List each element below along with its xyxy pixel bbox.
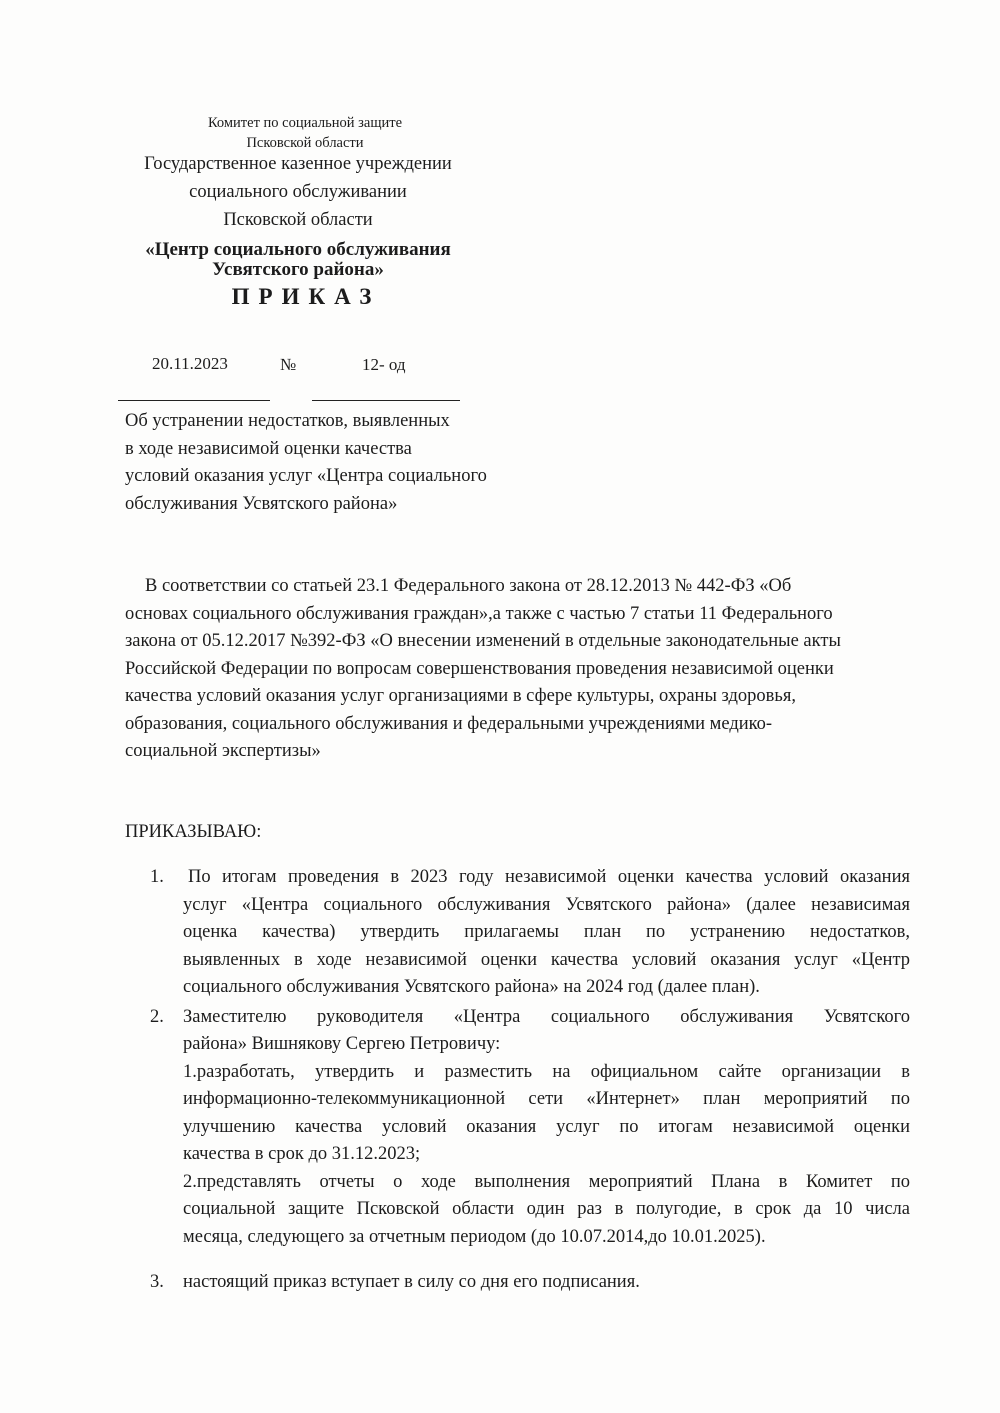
- preamble-line-2: основах социального обслуживания граждан»,а также с частью 7 статьи 11 Федерального: [125, 603, 833, 624]
- item-line: месяца, следующего за отчетным периодом (до 10.07.2014,до 10.01.2025).: [183, 1226, 766, 1247]
- preamble-line-3: закона от 05.12.2017 №392-ФЗ «О внесении изменений в отдельные законодательные акты: [125, 631, 841, 651]
- order-date: 20.11.2023: [152, 354, 228, 373]
- item-number: 3.: [150, 1272, 164, 1292]
- item-line: качества в срок до 31.12.2023;: [183, 1144, 421, 1164]
- order-item-1: [150, 864, 910, 1002]
- subject-line-3: условий оказания услуг «Центра социального: [125, 466, 487, 486]
- order-items: [150, 864, 910, 1297]
- preamble-line-1: В соответствии со статьей 23.1 Федерального закона от 28.12.2013 № 442-ФЗ «Об: [145, 576, 792, 596]
- preamble: [125, 573, 841, 766]
- order-number: 12- од: [362, 355, 406, 374]
- preamble-line-6: образования, социального обслуживания и федеральными учреждениями медико-: [125, 713, 773, 734]
- item-line: 2.представлять отчеты о ходе выполнения мероприятий Плана в Комитет по: [183, 1171, 910, 1192]
- item-line: информационно-телекоммуникационной сети «Интернет» план мероприятий по: [183, 1089, 910, 1109]
- item-line: социальной защите Псковской области один раз в полугодие, в срок да 10 числа: [183, 1199, 910, 1219]
- center-line-2: Усвятского района»: [212, 259, 384, 280]
- order-item-3: [150, 1269, 910, 1297]
- subject-line-4: обслуживания Усвятского района»: [125, 493, 398, 514]
- item-line: района» Вишнякову Сергею Петровичу:: [183, 1034, 501, 1054]
- committee-name: [155, 113, 455, 153]
- institution-line-2: социального обслуживании: [189, 182, 407, 202]
- item-number: 1.: [150, 867, 164, 887]
- item-line: услуг «Центра социального обслуживания Усвятского района» (далее независимая: [183, 894, 910, 915]
- institution-line-1: Государственное казенное учреждении: [144, 154, 452, 174]
- committee-line-2: Псковской области: [246, 135, 364, 151]
- institution-line-3: Псковской области: [223, 210, 373, 230]
- center-name: [110, 240, 486, 280]
- subject-line-1: Об устранении недостатков, выявленных: [125, 411, 450, 431]
- subject-line-2: в ходе независимой оценки качества: [125, 438, 412, 459]
- date-underline: [118, 400, 270, 401]
- document-title: ПРИКАЗ: [231, 284, 381, 309]
- order-number-sign: №: [280, 355, 297, 374]
- item-line: По итогам проведения в 2023 году независимой оценки качества условий оказания: [188, 867, 910, 887]
- preamble-line-4: Российской Федерации по вопросам совершенствования проведения независимой оценки: [125, 658, 834, 679]
- order-subject: [125, 408, 487, 518]
- center-line-1: «Центр социального обслуживания: [145, 239, 451, 260]
- item-line: настоящий приказ вступает в силу со дня его подписания.: [183, 1272, 640, 1292]
- institution-name: [120, 150, 476, 234]
- preamble-line-5: качества условий оказания услуг организациями в сфере культуры, охраны здоровья,: [125, 686, 796, 706]
- item-line: Заместителю руководителя «Центра социального обслуживания Усвятского: [183, 1006, 910, 1027]
- item-number: 2.: [150, 1006, 164, 1027]
- item-line: 1.разработать, утвердить и разместить на официальном сайте организации в: [183, 1061, 910, 1082]
- preamble-line-7: социальной экспертизы»: [125, 741, 321, 761]
- item-line: социального обслуживания Усвятского района» на 2024 год (далее план).: [183, 977, 760, 997]
- order-item-2: [150, 1004, 910, 1252]
- committee-line-1: Комитет по социальной защите: [207, 115, 403, 131]
- order-word: ПРИКАЗЫВАЮ:: [125, 822, 262, 842]
- item-line: улучшению качества условий оказания услуг по итогам независимой оценки: [183, 1116, 910, 1137]
- item-line: оценка качества) утвердить прилагаемы план по устранению недостатков,: [183, 922, 910, 942]
- item-line: выявленных в ходе независимой оценки качества условий оказания услуг «Центр: [183, 949, 910, 970]
- number-underline: [312, 400, 460, 401]
